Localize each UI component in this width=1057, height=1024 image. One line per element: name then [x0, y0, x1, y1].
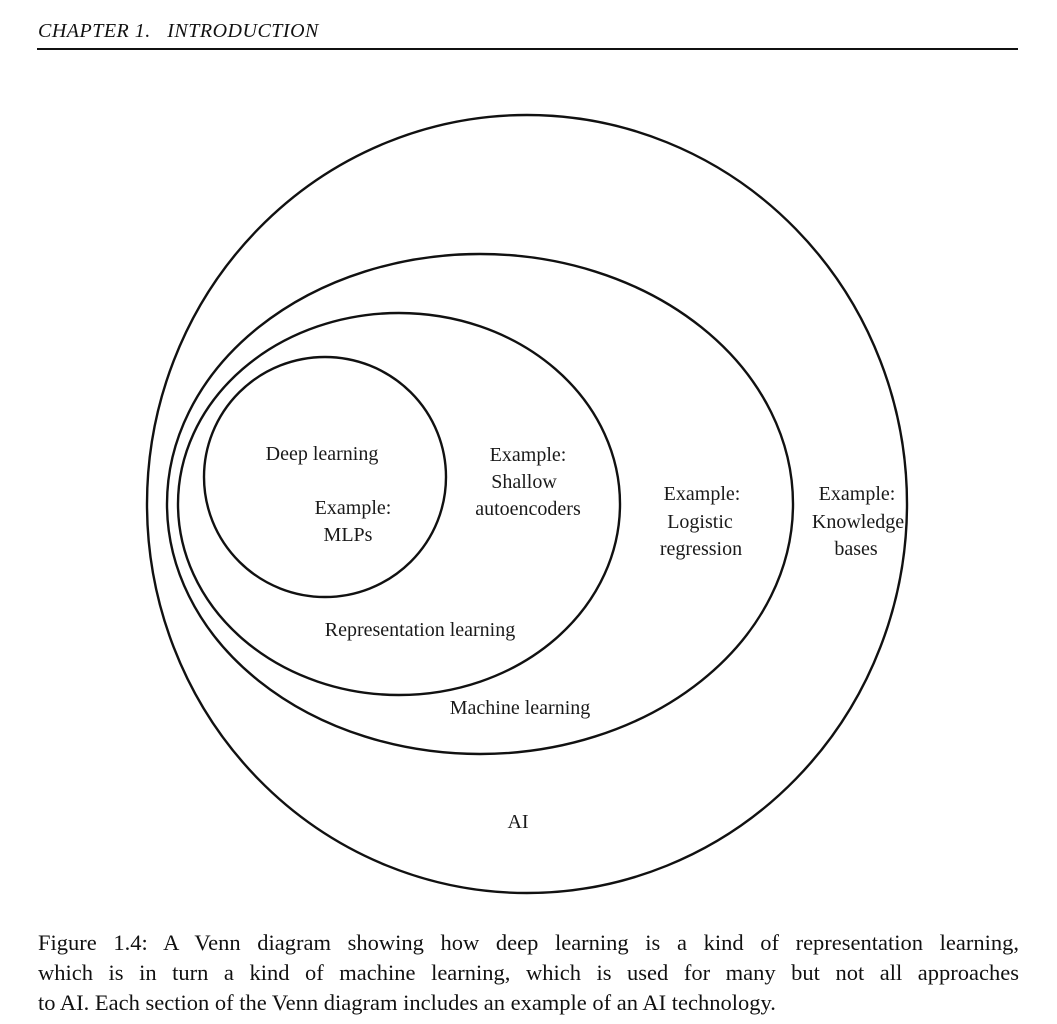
- deep-learning-example-line1: Example:: [314, 497, 392, 519]
- machine-learning-label: Machine learning: [449, 697, 591, 719]
- deep-learning-label: Deep learning: [265, 443, 379, 465]
- ai-circle: [147, 115, 907, 893]
- representation-learning-label: Representation learning: [324, 619, 516, 641]
- representation-example-line1: Example:: [489, 444, 567, 466]
- running-header: CHAPTER 1. INTRODUCTION: [38, 20, 319, 42]
- header-rule: [37, 48, 1018, 50]
- deep-learning-example-line2: MLPs: [323, 524, 373, 546]
- caption-line-2: which is in turn a kind of machine learning, which is used for many but not all approaches: [38, 960, 1019, 985]
- ai-example-line2: Knowledge: [811, 511, 905, 533]
- ai-example-line1: Example:: [818, 483, 896, 505]
- ai-example-line3: bases: [834, 538, 878, 560]
- caption-line-3: to AI. Each section of the Venn diagram includes an example of an AI technology.: [38, 990, 776, 1015]
- figure-caption: [38, 928, 1019, 1018]
- deep-learning-circle: [204, 357, 446, 597]
- caption-line-1: Figure 1.4: A Venn diagram showing how deep learning is a kind of representation learning,: [38, 930, 1019, 955]
- machine-learning-example-line2: Logistic: [667, 511, 733, 533]
- ai-label: AI: [507, 811, 529, 833]
- machine-learning-example-line1: Example:: [663, 483, 741, 505]
- representation-learning-circle: [178, 313, 620, 695]
- machine-learning-circle: [167, 254, 793, 754]
- machine-learning-example-line3: regression: [659, 538, 743, 560]
- representation-example-line3: autoencoders: [475, 498, 581, 520]
- representation-example-line2: Shallow: [491, 471, 557, 493]
